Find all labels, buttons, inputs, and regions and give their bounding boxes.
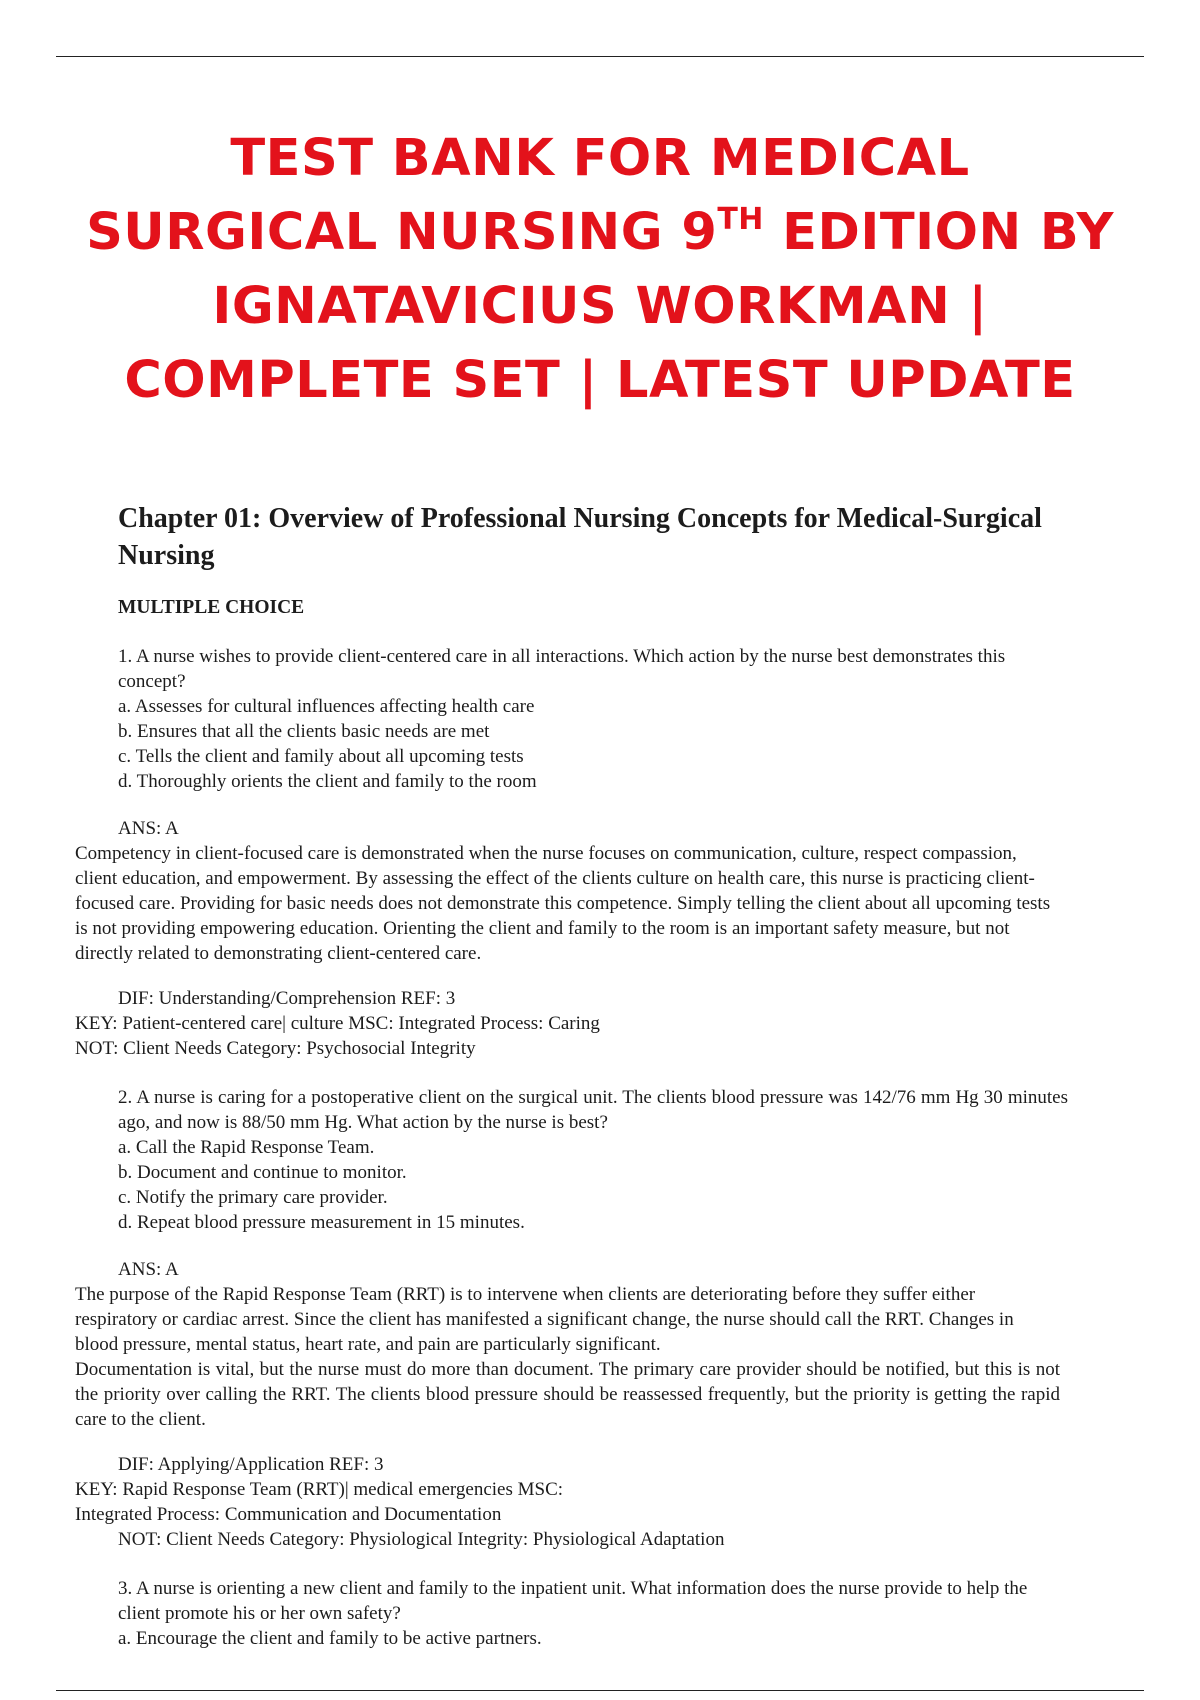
- option-d: d. Thoroughly orients the client and family to the room: [118, 771, 537, 792]
- option-b: b. Document and continue to monitor.: [118, 1162, 407, 1183]
- key-line: KEY: Patient-centered care| culture MSC: Integrated Process: Caring: [75, 1013, 600, 1034]
- document-title: [40, 122, 1160, 418]
- section-heading: MULTIPLE CHOICE: [118, 597, 305, 618]
- process-line: Integrated Process: Communication and Documentation: [75, 1504, 502, 1525]
- key-line: KEY: Rapid Response Team (RRT)| medical emergencies MSC:: [75, 1479, 564, 1500]
- top-rule: [56, 56, 1144, 57]
- difficulty-line: DIF: Applying/Application REF: 3: [118, 1454, 384, 1475]
- title-line-4: COMPLETE SET | LATEST UPDATE: [124, 351, 1076, 410]
- question-1: [0, 644, 1200, 1061]
- rationale-part-1: The purpose of the Rapid Response Team (RRT) is to intervene when clients are deteriorating before they suffer either respiratory or cardiac arrest. Since the client has manifested a significant change, the nurse should call the RRT. Changes in blood pressure, mental status, heart rate, and pain are particularly significant.: [75, 1284, 1014, 1355]
- question-metadata: [0, 1452, 1200, 1552]
- difficulty-line: DIF: Understanding/Comprehension REF: 3: [118, 988, 456, 1009]
- rationale-part-2: Documentation is vital, but the nurse must do more than document. The primary care provider should be notified, but this is not the priority over calling the RRT. The clients blood pressure should be reassessed frequently, but the priority is getting the rapid care to the client.: [75, 1359, 1060, 1430]
- question-3: [0, 1576, 1200, 1651]
- option-a: a. Call the Rapid Response Team.: [118, 1137, 375, 1158]
- question-stem: 3. A nurse is orienting a new client and family to the inpatient unit. What information does the nurse provide to help the client promote his or her own safety?: [118, 1578, 1028, 1624]
- not-line: NOT: Client Needs Category: Psychosocial Integrity: [75, 1038, 476, 1059]
- chapter-title: Chapter 01: Overview of Professional Nursing Concepts for Medical-Surgical Nursing: [118, 503, 1042, 571]
- option-c: c. Tells the client and family about all upcoming tests: [118, 746, 524, 767]
- document-body: [0, 500, 1200, 1651]
- not-line: NOT: Client Needs Category: Physiological Integrity: Physiological Adaptation: [118, 1529, 725, 1550]
- option-d: d. Repeat blood pressure measurement in 15 minutes.: [118, 1212, 525, 1233]
- bottom-rule: [56, 1690, 1144, 1691]
- rationale: Competency in client-focused care is demonstrated when the nurse focuses on communication, culture, respect compassion, client education, and empowerment. By assessing the effect of the clients culture on health care, this nurse is practicing client-focused care. Providing for basic needs does not demonstrate this competence. Simply telling the client about all upcoming tests is not providing empowering education. Orienting the client and family to the room is an important safety measure, but not directly related to demonstrating client-centered care.: [75, 843, 1051, 964]
- option-a: a. Encourage the client and family to be active partners.: [118, 1628, 542, 1649]
- question-metadata: [0, 986, 1200, 1061]
- title-line-3: IGNATAVICIUS WORKMAN |: [212, 277, 988, 336]
- answer-label: ANS: A: [118, 1259, 179, 1280]
- question-stem: 2. A nurse is caring for a postoperative client on the surgical unit. The clients blood pressure was 142/76 mm Hg 30 minutes ago, and now is 88/50 mm Hg. What action by the nurse is best?: [118, 1087, 1068, 1133]
- question-stem: 1. A nurse wishes to provide client-centered care in all interactions. Which action by the nurse best demonstrates this concept?: [118, 646, 1006, 692]
- option-b: b. Ensures that all the clients basic needs are met: [118, 721, 490, 742]
- answer-label: ANS: A: [118, 818, 179, 839]
- title-line-1: TEST BANK FOR MEDICAL: [230, 129, 970, 188]
- question-2: [0, 1085, 1200, 1552]
- option-a: a. Assesses for cultural influences affecting health care: [118, 696, 535, 717]
- title-line-2: SURGICAL NURSING 9TH EDITION BY: [86, 202, 1114, 262]
- option-c: c. Notify the primary care provider.: [118, 1187, 388, 1208]
